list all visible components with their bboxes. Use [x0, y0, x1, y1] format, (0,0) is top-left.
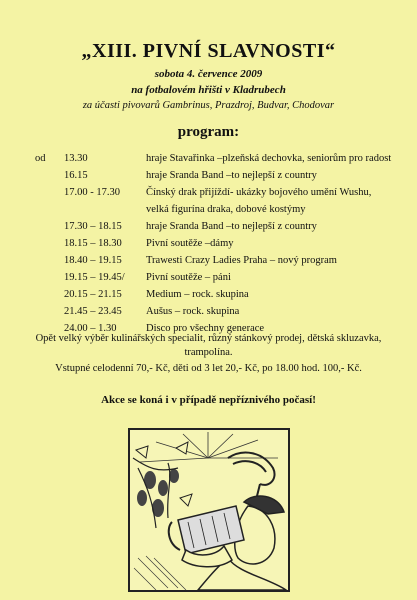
extras-line: trampolína. — [184, 347, 233, 358]
program-time: 24.00 – 1.30 — [64, 323, 117, 334]
beer-drinker-illustration — [128, 428, 290, 592]
event-venue: na fotbalovém hřišti v Kladrubech — [131, 84, 286, 96]
program-time: 20.15 – 21.15 — [64, 289, 122, 300]
prices-text: Vstupné celodenní 70,- Kč, děti od 3 let 20,- Kč, po 18.00 hod. 100,- Kč. — [55, 363, 362, 374]
program-time: 17.00 - 17.30 — [64, 187, 120, 198]
program-desc: Disco pro všechny generace — [146, 323, 265, 334]
event-title: „XIII. PIVNÍ SLAVNOSTI“ — [81, 40, 336, 62]
extras-line: Opět velký výběr kulinářských specialit, různý stánkový prodej, dětská skluzavka, — [35, 333, 382, 344]
program-prefix: od — [35, 153, 46, 164]
program-desc: Čínský drak přijíždí- ukázky bojového umění Wushu, — [146, 187, 372, 198]
extras-text — [30, 332, 387, 360]
program-time: 13.30 — [64, 153, 88, 164]
program-time: 18.40 – 19.15 — [64, 255, 122, 266]
program-time: 17.30 – 18.15 — [64, 221, 122, 232]
program-desc: velká figurína draka, dobové kostýmy — [146, 204, 306, 215]
program-time: 18.15 – 18.30 — [64, 238, 122, 249]
program-desc: Pivní soutěže – páni — [146, 272, 231, 283]
event-date: sobota 4. července 2009 — [154, 68, 263, 80]
program-desc: hraje Sranda Band –to nejlepší z country — [146, 170, 317, 181]
program-desc: Medium – rock. skupina — [146, 289, 249, 300]
program-heading: program: — [177, 124, 240, 140]
program-desc: Trawesti Crazy Ladies Praha – nový program — [146, 255, 337, 266]
program-time: 21.45 – 23.45 — [64, 306, 122, 317]
rain-note: Akce se koná i v případě nepříznivého počasí! — [101, 394, 316, 406]
program-desc: Pivní soutěže –dámy — [146, 238, 234, 249]
program-desc: hraje Stavařinka –plzeňská dechovka, seniorům pro radost — [146, 153, 392, 164]
program-desc: hraje Sranda Band –to nejlepší z country — [146, 221, 317, 232]
event-breweries: za účasti pivovarů Gambrinus, Prazdroj, Budvar, Chodovar — [82, 100, 335, 111]
program-time: 19.15 – 19.45/ — [64, 272, 125, 283]
program-time: 16.15 — [64, 170, 88, 181]
program-desc: Aušus – rock. skupina — [146, 306, 240, 317]
